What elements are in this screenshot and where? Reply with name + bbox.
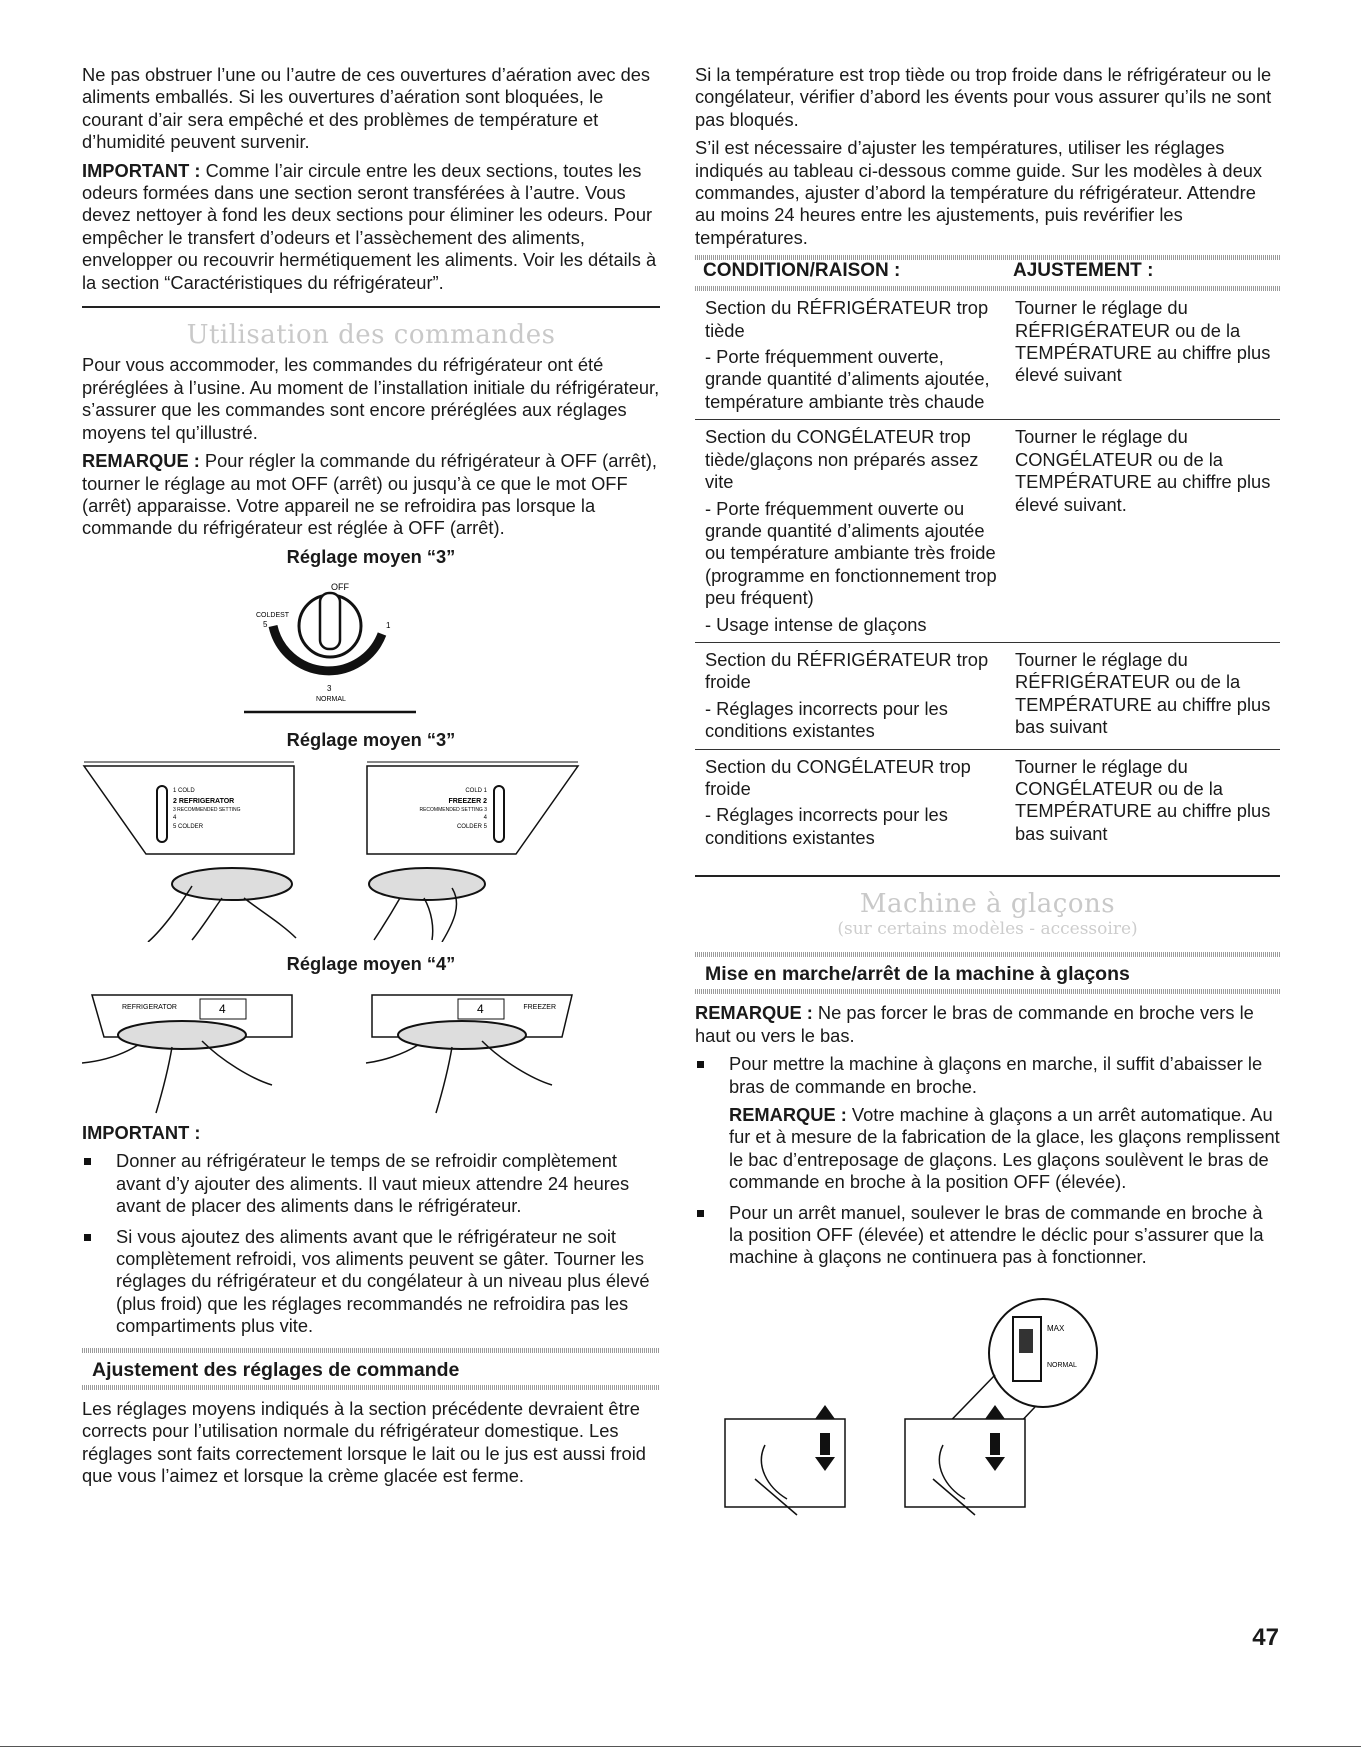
ice-maker-illustration <box>695 1279 1280 1519</box>
intro-paragraph: Ne pas obstruer l’une ou l’autre de ces ouvertures d’aération avec des aliments emballés. Si les ouvertures d’aération sont bloquées, le courant d’air sera empêché et des problèmes de température et d’humidité peuvent survenir. <box>82 64 651 153</box>
fridge-dial-value: 4 <box>219 1001 226 1016</box>
fig1-caption: Réglage moyen “3” <box>286 545 456 567</box>
slider-panel-illustration <box>82 752 660 942</box>
fridge-dial-label: REFRIGERATOR <box>122 1003 177 1011</box>
dial-coldest-label: COLDEST <box>256 612 290 620</box>
max-label: MAX <box>1047 1323 1065 1333</box>
svg-text:FREEZER 2 <box>448 798 487 805</box>
section-title: Utilisation des commandes <box>186 320 556 351</box>
svg-text:COLDER 5 <box>457 824 488 830</box>
freezer-n3: 3 <box>484 806 487 813</box>
dial-off-label: OFF <box>331 582 349 593</box>
section-divider <box>82 306 660 308</box>
switch-lever <box>1019 1329 1033 1353</box>
list-item: Pour un arrêt manuel, soulever le bras de commande en broche à la position OFF (élevée) et attendre le déclic pour s’assurer que la machine à glaçons ne continuera pas à fonctionner. <box>695 1202 1280 1269</box>
freezer-dial-label: FREEZER <box>523 1003 556 1011</box>
fridge-slider-knob <box>172 868 292 900</box>
svg-text:1 COLD <box>173 788 195 794</box>
hatch-divider <box>695 952 1280 957</box>
dial-panel-illustration <box>82 975 660 1115</box>
arrow-stem <box>820 1433 830 1455</box>
left-column <box>82 64 660 1494</box>
dial-five-label: 5 <box>263 620 268 630</box>
dial-illustration <box>82 568 660 718</box>
svg-text:RECOMMENDED SETTING 3 <box>419 807 487 813</box>
important-label: IMPORTANT : <box>82 159 201 181</box>
table-row: Section du CONGÉLATEUR trop froide - Réglages incorrects pour les conditions existantes Tourner le réglage du CONGÉLATEUR ou de la TEMPÉRATURE au chiffre plus bas suivant <box>705 755 1271 848</box>
right-column <box>695 64 1280 1524</box>
right-paragraph-1: Si la température est trop tiède ou trop froide dans le réfrigérateur ou le congélateur, vérifier d’abord les évents pour vous assurer qu’ils ne sont pas bloqués. <box>695 64 1272 130</box>
adjust-paragraph: Les réglages moyens indiqués à la section précédente devraient être corrects pour l’utilisation normale du réfrigérateur domestique. Les réglages sont faits correctement lorsque le lait ou le jus est aussi froid que vous l’aimez et lorsque la crème glacée est ferme. <box>82 1398 646 1487</box>
fig3-caption: Réglage moyen “4” <box>286 952 456 974</box>
left-hand-dial-drawing <box>82 1041 272 1113</box>
footer-rule <box>0 1746 1361 1747</box>
arrow-stem <box>990 1433 1000 1455</box>
remark-label: REMARQUE : <box>82 450 200 472</box>
freezer-n2: 2 <box>483 797 487 805</box>
hatch-divider <box>695 989 1280 994</box>
important-text: Comme l’air circule entre les deux sections, toutes les odeurs formées dans une section seront transférées à l’autre. Vous devez nettoyer à fond les deux sections pour éliminer les odeurs. Pour empêcher le transfert d’odeurs et l’assèchement des aliments, envelopper ou recouvrir hermétiquement les aliments. Voir les détails à la section “Caractéristiques du réfrigérateur”. <box>82 159 657 293</box>
page-number: 47 <box>1252 1624 1279 1651</box>
bullet-icon <box>697 1061 704 1068</box>
ice-list <box>695 1053 1280 1269</box>
freezer-n1: 1 <box>483 787 487 794</box>
up-arrow-icon <box>985 1405 1005 1419</box>
remark-text: Pour régler la commande du réfrigérateur à OFF (arrêt), tourner le réglage au mot OFF (arrêt) ou jusqu’à ce que le mot OFF (arrêt) apparaisse. Votre appareil ne se refroidira pas lorsque la commande du réfrigérateur est réglée à OFF (arrêt). <box>82 450 658 539</box>
important-paragraph <box>82 160 660 294</box>
table-row: Section du CONGÉLATEUR trop tiède/glaçons non préparés assez vite - Porte fréquemment ouverte ou grande quantité d’aliments ajoutée ou température ambiante très froide (programme en fonctionnement trop peu fréquent) - Usage intense de glaçons Tourner le réglage du CONGÉLATEUR ou de la TEMPÉRATURE au chiffre plus élevé suivant. <box>695 420 1280 643</box>
right-paragraph-2: S’il est nécessaire d’ajuster les températures, utiliser les réglages indiqués au tableau ci-dessous comme guide. Sur les modèles à deux commandes, ajuster d’abord la température du réfrigérateur. Attendre au moins 24 heures entre les ajustements, puis revérifier les températures. <box>695 137 1263 248</box>
bullet-icon <box>84 1234 91 1241</box>
important2-list <box>82 1150 660 1337</box>
fridge-n3: 3 <box>173 806 176 813</box>
svg-text:5 COLDER <box>173 824 204 830</box>
fridge-recommended: RECOMMENDED SETTING <box>177 806 241 813</box>
ice-heading: Mise en marche/arrêt de la machine à glaçons <box>705 963 1130 985</box>
freezer-cold: COLD <box>465 787 482 794</box>
table-header-adjust: AJUSTEMENT : <box>1013 260 1154 282</box>
freezer-n4: 4 <box>483 814 487 821</box>
normal-label: NORMAL <box>1047 1361 1077 1369</box>
freezer-title: FREEZER <box>448 797 482 805</box>
hatch-divider <box>82 1385 660 1390</box>
dial-three-label: 3 <box>327 684 332 694</box>
freezer-colder: COLDER <box>456 823 482 830</box>
dial-grip <box>320 593 340 649</box>
bullet-icon <box>84 1158 91 1165</box>
svg-text:2 REFRIGERATOR <box>173 798 234 805</box>
fridge-n4: 4 <box>173 814 177 821</box>
remark-paragraph <box>82 450 660 540</box>
ice-note: REMARQUE : Votre machine à glaçons a un arrêt automatique. Au fur et à mesure de la fabrication de la glace, les glaçons remplissent le bac d’entreposage de glaçons. Les glaçons soulèvent le bras de commande en broche à la position OFF (élevée). <box>729 1104 1280 1193</box>
right-hand-dial-drawing <box>366 1041 552 1113</box>
dial-one-label: 1 <box>386 621 391 631</box>
ice-section-title: Machine à glaçons <box>859 889 1116 920</box>
section-intro: Pour vous accommoder, les commandes du réfrigérateur ont été préréglées à l’usine. Au moment de l’installation initiale du réfrigérateur, s’assurer que les commandes sont encore préréglées aux réglages moyens tel qu’illustré. <box>82 354 660 443</box>
fridge-colder: COLDER <box>178 823 204 830</box>
bullet-icon <box>697 1210 704 1217</box>
adjust-heading: Ajustement des réglages de commande <box>92 1358 460 1381</box>
fridge-title: REFRIGERATOR <box>178 797 235 805</box>
dial-normal-label: NORMAL <box>316 696 346 704</box>
up-arrow-icon <box>815 1405 835 1419</box>
section-divider <box>695 875 1280 877</box>
table-row: Section du RÉFRIGÉRATEUR trop froide - Réglages incorrects pour les conditions existantes Tourner le réglage du RÉFRIGÉRATEUR ou de la TEMPÉRATURE au chiffre plus bas suivant <box>695 642 1280 749</box>
table-header-condition: CONDITION/RAISON : <box>703 260 901 282</box>
fig2-caption: Réglage moyen “3” <box>286 729 456 751</box>
freezer-recommended: RECOMMENDED SETTING <box>419 806 483 813</box>
freezer-dial-value: 4 <box>477 1001 484 1016</box>
svg-text:3 RECOMMENDED SETTING <box>173 807 241 813</box>
fridge-cold: COLD <box>178 787 195 794</box>
freezer-n5: 5 <box>483 823 487 830</box>
list-item: Donner au réfrigérateur le temps de se refroidir complètement avant d’y ajouter des aliments. Il vaut mieux attendre 24 heures avant de placer des aliments dans le réfrigérateur. <box>82 1150 660 1217</box>
freezer-slider-knob <box>369 868 485 900</box>
hatch-divider <box>82 1348 660 1353</box>
ice-section-subtitle: (sur certains modèles - accessoire) <box>837 918 1138 939</box>
condition-table <box>695 260 1280 855</box>
table-row: Section du RÉFRIGÉRATEUR trop tiède - Porte fréquemment ouverte, grande quantité d’aliments ajoutée, température ambiante très chaude Tourner le réglage du RÉFRIGÉRATEUR ou de la TEMPÉRATURE au chiffre plus élevé suivant <box>695 291 1280 420</box>
ice-remark: REMARQUE : Ne pas forcer le bras de commande en broche vers le haut ou vers le bas. <box>695 1002 1254 1046</box>
fridge-n1: 1 <box>173 787 177 794</box>
svg-text:COLD 1 <box>465 788 487 794</box>
fridge-n5: 5 <box>173 823 177 830</box>
fridge-n2: 2 <box>173 797 177 805</box>
important2-label: IMPORTANT : <box>82 1121 201 1143</box>
magnifier-circle <box>989 1299 1097 1407</box>
right-ice-maker <box>905 1419 1025 1507</box>
list-item: Si vous ajoutez des aliments avant que le réfrigérateur ne soit complètement refroidi, vos aliments peuvent se gâter. Tourner les réglages du réfrigérateur et du congélateur à un niveau plus élevé (plus froid) que les réglages recommandés ne refroidira pas les compartiments plus vite. <box>82 1226 660 1338</box>
list-item: Pour mettre la machine à glaçons en marche, il suffit d’abaisser le bras de commande en broche. REMARQUE : Votre machine à glaçons a un arrêt automatique. Au fur et à mesure de la fabrication de la glace, les glaçons remplissent le bac d’entreposage de glaçons. Les glaçons soulèvent le bras de commande en broche à la position OFF (élevée). <box>695 1053 1280 1193</box>
